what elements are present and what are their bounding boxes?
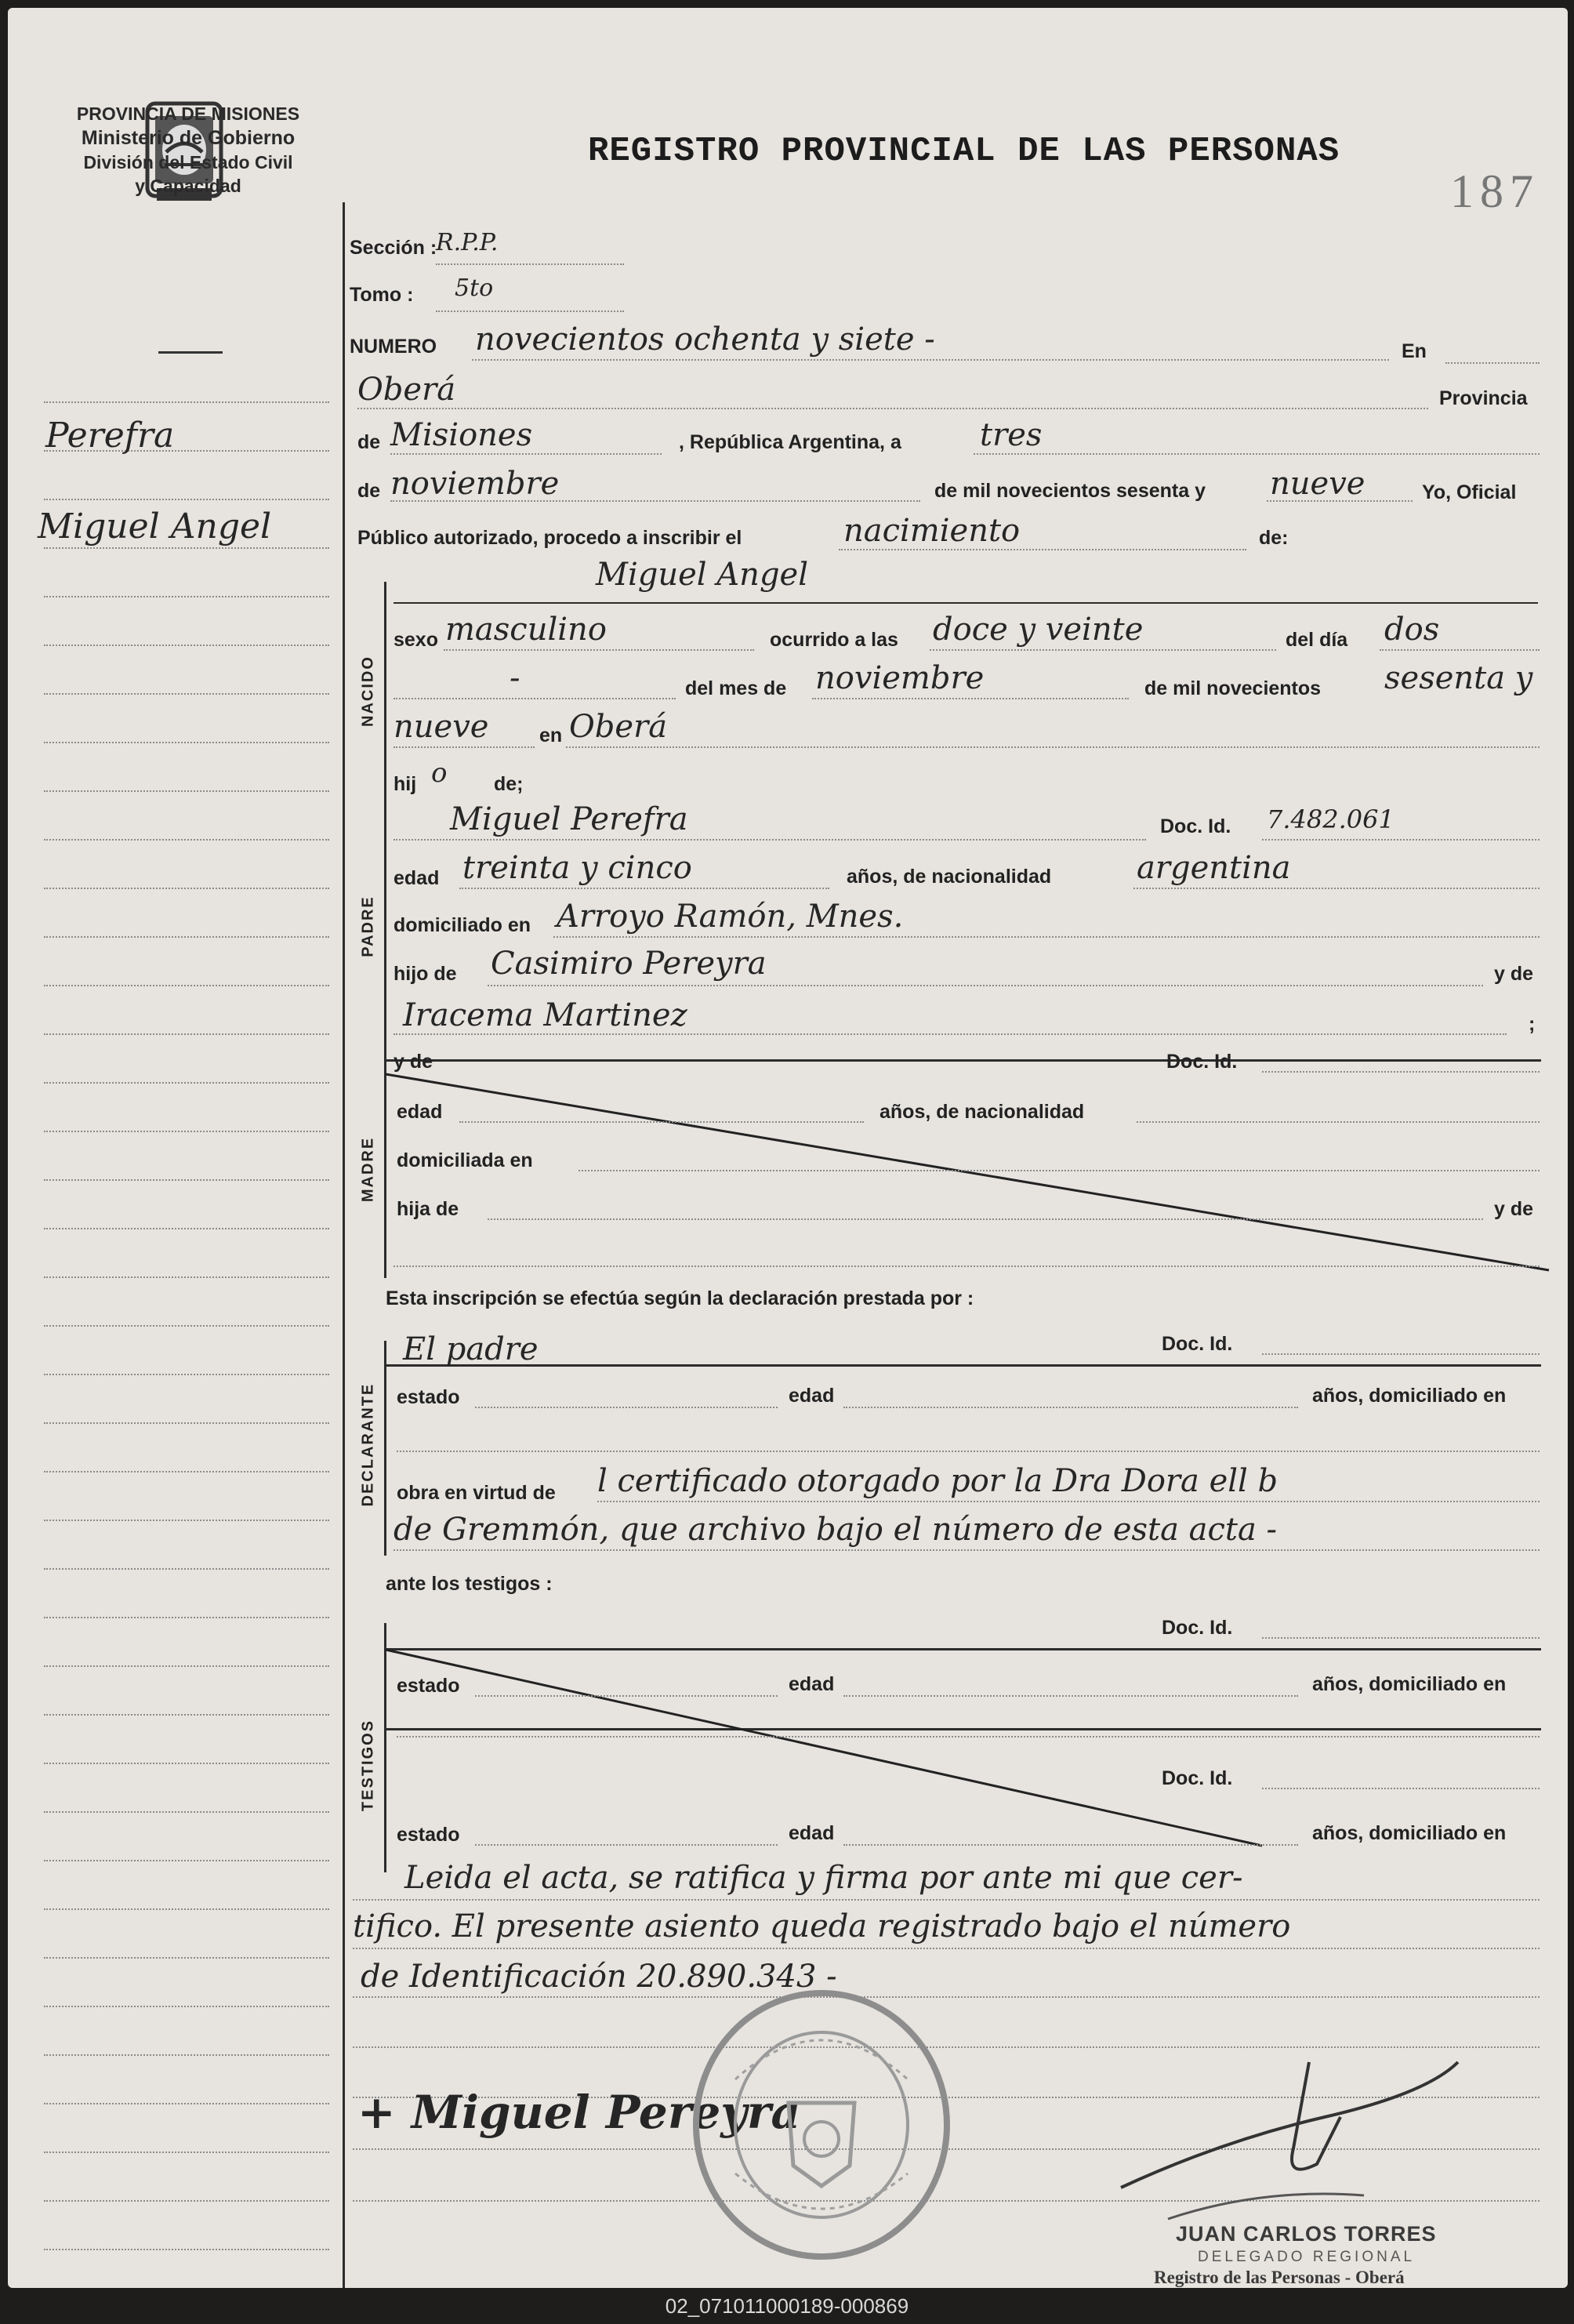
de-semicolon-label: de; [494, 773, 524, 795]
hija-de-label: hija de [397, 1198, 459, 1220]
dotline [1262, 1788, 1540, 1789]
del-dia-label: del día [1286, 629, 1348, 651]
sexo-value: masculino [445, 612, 607, 648]
official-seal [688, 1985, 955, 2264]
testigos-label: ante los testigos : [386, 1573, 553, 1595]
act-type-value: nacimiento [843, 513, 1021, 549]
paternal-grandfather: Casimiro Pereyra [491, 946, 767, 982]
dotline [843, 1695, 1298, 1697]
dotline [930, 649, 1276, 651]
dotline [1380, 649, 1540, 651]
dotline [390, 500, 920, 502]
mil-novecientos-label: de mil novecientos sesenta y [934, 480, 1206, 502]
father-nationality: argentina [1137, 850, 1291, 886]
birth-month-value: noviembre [815, 660, 985, 696]
dotline [394, 698, 676, 699]
document-title: REGISTRO PROVINCIAL DE LAS PERSONAS [588, 132, 1340, 171]
dotline [553, 936, 1540, 938]
dotline [394, 1265, 1540, 1267]
padre-section-label: PADRE [359, 895, 377, 957]
image-id-caption: 02_071011000189-000869 [0, 2288, 1574, 2324]
closing-line3: de Identificación 20.890.343 - [361, 1959, 837, 1995]
edad-label-3: edad [789, 1385, 835, 1407]
doc-id-label: Doc. Id. [1160, 815, 1231, 837]
hijo-label: hij [394, 773, 417, 795]
ocurrido-label: ocurrido a las [770, 629, 898, 651]
tomo-value: 5to [455, 274, 494, 302]
official-role: DELEGADO REGIONAL [1198, 2249, 1416, 2265]
dotline [488, 1218, 1483, 1220]
del-mes-label: del mes de [685, 677, 787, 699]
obra-label: obra en virtud de [397, 1482, 556, 1504]
nacido-section-label: NACIDO [359, 655, 377, 727]
birth-day-value: dos [1384, 612, 1440, 648]
dotline [1133, 888, 1540, 889]
edad-label: edad [394, 867, 440, 889]
official-signature [1105, 2031, 1466, 2235]
dotline [974, 453, 1540, 455]
estado-label: estado [397, 1386, 460, 1408]
mil-novecientos-label-2: de mil novecientos [1144, 677, 1322, 699]
hijo-de-label: hijo de [394, 963, 457, 985]
sexo-label: sexo [394, 629, 438, 651]
numero-value: novecientos ochenta y siete - [475, 321, 935, 358]
dotline [475, 1844, 778, 1846]
y-de-label: y de [1494, 963, 1534, 985]
doc-id-label-3: Doc. Id. [1162, 1333, 1233, 1355]
seccion-label: Sección : [350, 237, 437, 259]
de-colon-label: de: [1259, 527, 1289, 549]
dotline [1262, 1353, 1540, 1355]
dotline [566, 746, 1540, 748]
year-value: nueve [1270, 466, 1365, 502]
dotline [459, 1121, 864, 1123]
estado-label-3: estado [397, 1824, 460, 1846]
domiciliada-label: domiciliada en [397, 1149, 533, 1171]
ministry-name: Ministerio de Gobierno [81, 127, 296, 149]
dotline [1262, 1071, 1540, 1073]
declarant-signature: + Miguel Pereyra [357, 2086, 801, 2139]
edad-label-4: edad [789, 1673, 835, 1695]
paternal-grandmother: Iracema Martinez [403, 997, 687, 1033]
doc-id-label-2: Doc. Id. [1166, 1051, 1238, 1073]
obra-value-line2: de Gremmón, que archivo bajo el número de esta acta - [394, 1512, 1278, 1548]
dotline [1137, 1121, 1540, 1123]
y-de-label-3: y de [1494, 1198, 1534, 1220]
division-name-cont: y Capacidad [135, 176, 241, 196]
numero-label: NUMERO [350, 336, 437, 358]
province-name: PROVINCIA DE MISIONES [76, 103, 300, 124]
dotline [394, 746, 535, 748]
father-age: treinta y cinco [462, 850, 692, 886]
y-de-label-2: y de [394, 1051, 433, 1073]
semicolon: ; [1529, 1013, 1536, 1035]
edad-label-2: edad [397, 1101, 443, 1123]
dotline [1262, 839, 1540, 841]
domiciliado-label: domiciliado en [394, 914, 531, 936]
doc-id-label-4: Doc. Id. [1162, 1617, 1233, 1639]
en-label-2: en [539, 724, 563, 746]
hijo-gender-value: o [431, 757, 448, 789]
dotline [597, 1501, 1540, 1502]
dotline [394, 1033, 1507, 1035]
father-name: Miguel Perefra [450, 801, 688, 837]
dotline [357, 408, 1428, 409]
father-doc-id: 7.482.061 [1267, 804, 1394, 834]
dotline [436, 263, 624, 265]
dotline [397, 1736, 1540, 1738]
birth-year-part1: sesenta y [1384, 660, 1533, 696]
dotline [436, 310, 624, 312]
child-name: Miguel Angel [596, 557, 809, 593]
declarante-section-label: DECLARANTE [359, 1382, 377, 1507]
anos-nacionalidad-label-2: años, de nacionalidad [879, 1101, 1085, 1123]
name-rule [394, 602, 1538, 604]
testigos-section-label: TESTIGOS [359, 1719, 377, 1812]
declaracion-label: Esta inscripción se efectúa según la declaración prestada por : [386, 1287, 974, 1309]
birth-place-value: Oberá [569, 709, 668, 745]
anos-domiciliado-label-2: años, domiciliado en [1312, 1673, 1507, 1695]
month-value: noviembre [390, 466, 560, 502]
day-value: tres [980, 417, 1043, 453]
dotline [475, 1407, 778, 1408]
anos-domiciliado-label-3: años, domiciliado en [1312, 1822, 1507, 1844]
obra-value-line1: l certificado otorgado por la Dra Dora ell b [597, 1463, 1278, 1499]
dotline [488, 985, 1483, 986]
dash-value: - [510, 660, 520, 696]
hour-value: doce y veinte [933, 612, 1144, 648]
dotline [353, 1899, 1540, 1901]
dotline [353, 1948, 1540, 1949]
provincia-label: Provincia [1439, 387, 1528, 409]
dotline [459, 888, 829, 889]
dotline [475, 1695, 778, 1697]
republica-label: , República Argentina, a [679, 431, 901, 453]
dotline [444, 649, 754, 651]
dotline [578, 1170, 1540, 1171]
official-office: Registro de las Personas - Oberá [1154, 2268, 1405, 2287]
madre-section-label: MADRE [359, 1136, 377, 1203]
margin-surname: Perefra [45, 416, 175, 456]
declarant-name: El padre [403, 1331, 539, 1367]
dotline [812, 698, 1129, 699]
dotline [1445, 362, 1540, 364]
closing-line1: Leida el acta, se ratifica y firma por ante mi que cer- [404, 1860, 1243, 1896]
anos-nacionalidad-label: años, de nacionalidad [847, 866, 1052, 888]
birth-year-part2: nueve [394, 709, 489, 745]
edad-label-5: edad [789, 1822, 835, 1844]
publico-label: Público autorizado, procedo a inscribir el [357, 527, 742, 549]
dotline [394, 1549, 1540, 1551]
dotline [839, 549, 1246, 550]
seccion-value: R.P.P. [436, 229, 499, 256]
place-value: Oberá [357, 372, 456, 408]
dotline [1262, 1637, 1540, 1639]
margin-given-names: Miguel Angel [38, 507, 272, 547]
official-name: JUAN CARLOS TORRES [1176, 2222, 1437, 2246]
tomo-label: Tomo : [350, 284, 414, 306]
page-number: 187 [1450, 165, 1540, 217]
yo-oficial-label: Yo, Oficial [1422, 481, 1517, 503]
dotline [843, 1407, 1298, 1408]
dotline [397, 1451, 1540, 1452]
en-label: En [1402, 340, 1427, 362]
doc-id-label-5: Doc. Id. [1162, 1767, 1233, 1789]
dotline [843, 1844, 1298, 1846]
estado-label-2: estado [397, 1675, 460, 1697]
dotline [1267, 500, 1413, 502]
certificate-page [8, 8, 1568, 2288]
dotline [394, 839, 1146, 841]
father-address: Arroyo Ramón, Mnes. [557, 899, 904, 935]
dotline [472, 359, 1389, 361]
de-label: de [357, 431, 381, 453]
de-label-2: de [357, 480, 381, 502]
province-value: Misiones [390, 417, 533, 453]
anos-domiciliado-label: años, domiciliado en [1312, 1385, 1507, 1407]
dotline [390, 453, 662, 455]
closing-line2: tifico. El presente asiento queda registrado bajo el número [353, 1908, 1291, 1945]
division-name: División del Estado Civil [83, 152, 293, 172]
